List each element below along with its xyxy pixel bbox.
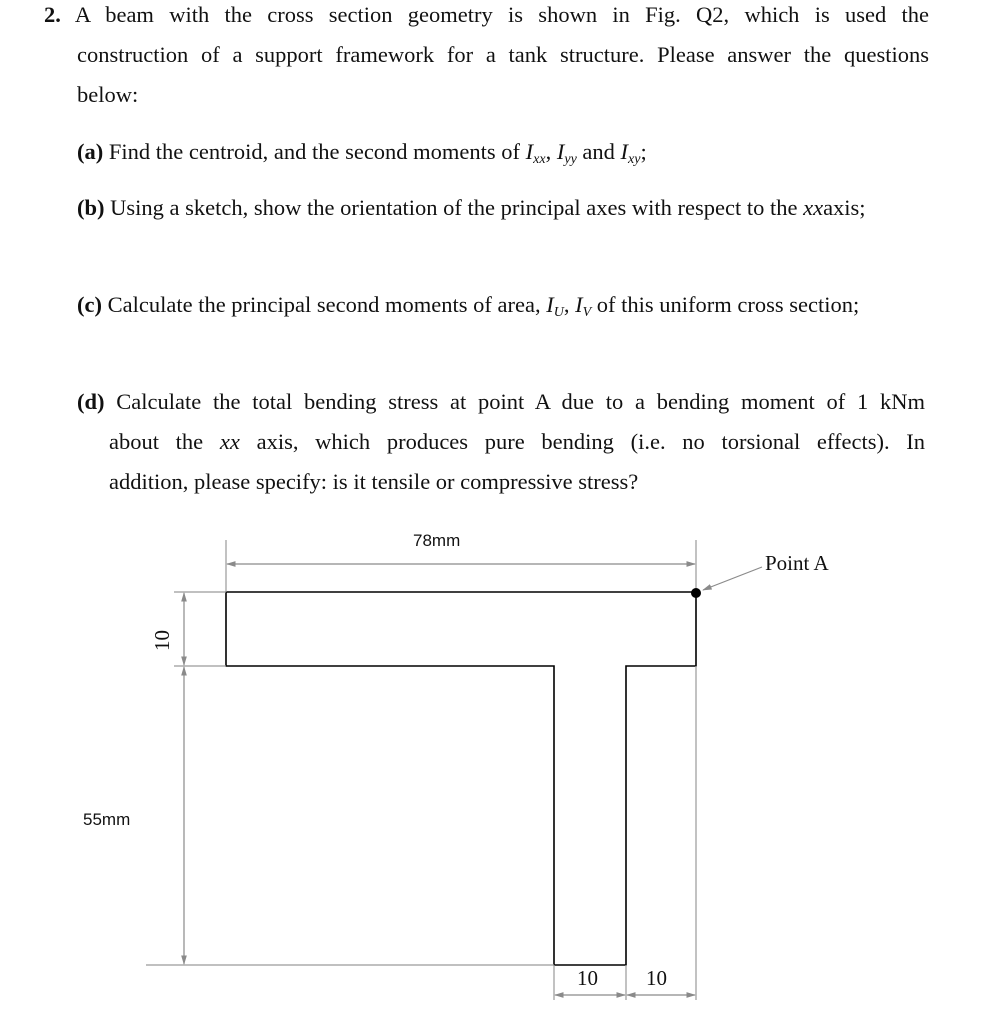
part-a: (a) Find the centroid, and the second moments of $I_{xx}$, $I_{yy}$ and $I_{xy}$; xyxy=(77,139,647,167)
part-d-line2: about the xx axis, which produces pure bending (i.e. no torsional effects). In xyxy=(109,429,926,454)
part-d-label: (d) xyxy=(77,389,105,414)
height-label: 55mm xyxy=(83,810,131,829)
part-a-label: (a) xyxy=(77,139,104,164)
web-dim-right-label: 10 xyxy=(646,966,667,990)
part-b: (b) Using a sketch, show the orientation of the principal axes with respect to the xxaxis; xyxy=(77,195,866,220)
t-section-outline xyxy=(226,592,696,965)
part-b-label: (b) xyxy=(77,195,105,220)
question-number: 2. xyxy=(44,2,61,27)
part-d-line1: (d) Calculate the total bending stress at point A due to a bending moment of 1 kNm xyxy=(77,389,926,414)
part-c-label: (c) xyxy=(77,292,102,317)
part-d-line3: addition, please specify: is it tensile or compressive stress? xyxy=(109,469,639,494)
question-intro-line1: 2. A beam with the cross section geometry is shown in Fig. Q2, which is used the xyxy=(44,2,929,27)
point-a-marker xyxy=(691,588,701,598)
flange-thickness-label: 10 xyxy=(150,630,174,651)
point-a-leader xyxy=(703,567,762,590)
question-intro-line3: below: xyxy=(77,82,139,107)
width-label: 78mm xyxy=(413,531,461,550)
question-intro-line2: construction of a support framework for a tank structure. Please answer the questions xyxy=(77,42,929,67)
web-dim-left-label: 10 xyxy=(577,966,598,990)
point-a-label: Point A xyxy=(765,551,829,575)
part-c: (c) Calculate the principal second moments of area, $I_U$, $I_V$ of this uniform cross section; xyxy=(77,292,860,320)
